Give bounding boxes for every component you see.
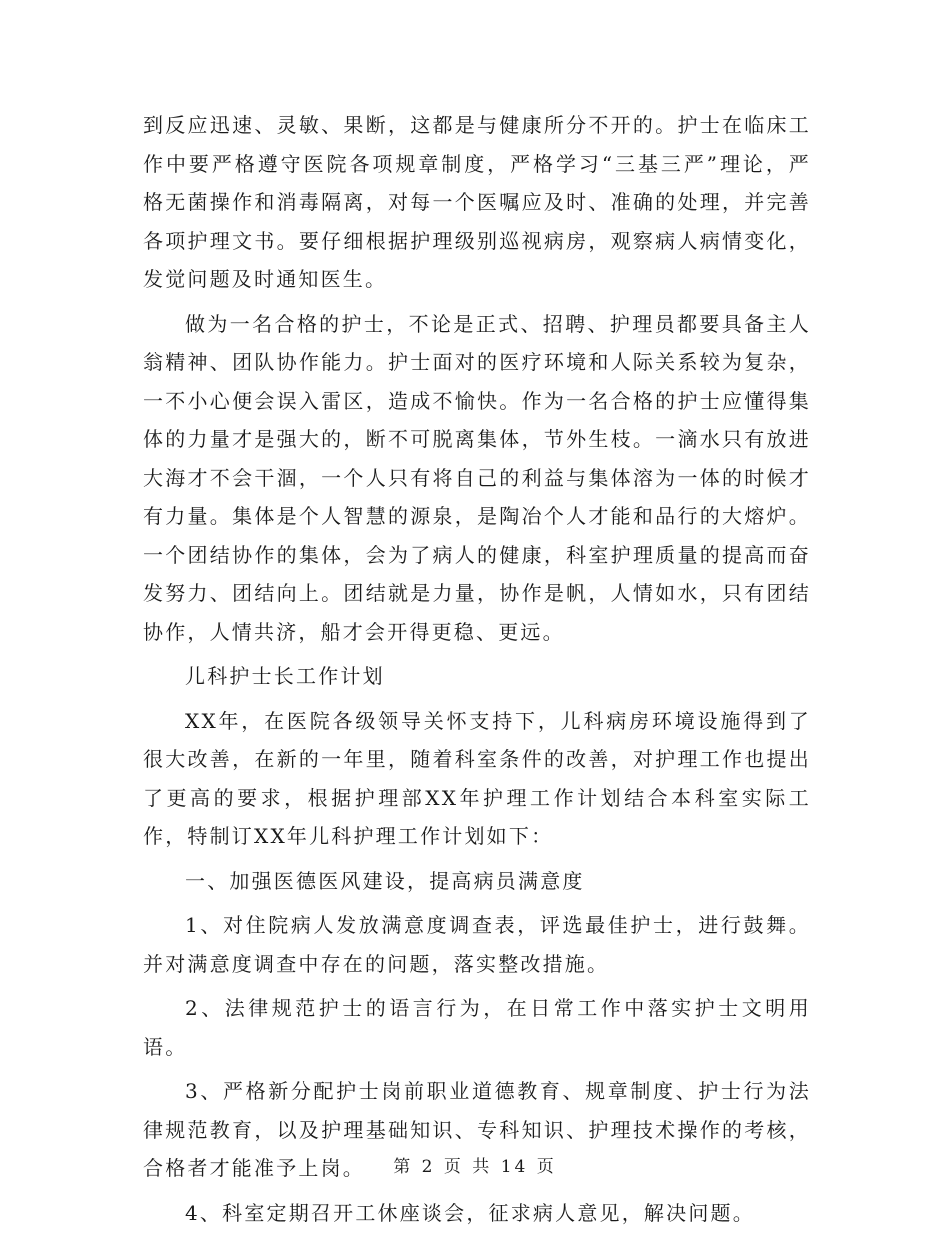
page-footer: 第 2 页 共 14 页 <box>393 1157 557 1177</box>
list-item-3: 3、严格新分配护士岗前职业道德教育、规章制度、护士行为法律规范教育，以及护理基础知识、专科知识、护理技术操作的考核，合格者才能准予上岗。 <box>143 1079 811 1180</box>
paragraph-1: 到反应迅速、灵敏、果断，这都是与健康所分不开的。护士在临床工作中要严格遵守医院各项规章制度，严格学习“三基三严”理论，严格无菌操作和消毒隔离，对每一个医嘱应及时、准确的处理，并完善各项护理文书。要仔细根据护理级别巡视病房，观察病人病情变化，发觉问题及时通知医生。 <box>143 113 811 291</box>
document-body <box>143 106 811 1238</box>
section-title: 儿科护士长工作计划 <box>185 664 385 688</box>
list-item-4: 4、科室定期召开工休座谈会，征求病人意见，解决问题。 <box>185 1200 755 1225</box>
list-item-2: 2、法律规范护士的语言行为，在日常工作中落实护士文明用语。 <box>143 996 811 1059</box>
paragraph-2: 做为一名合格的护士，不论是正式、招聘、护理员都要具备主人翁精神、团队协作能力。护士面对的医疗环境和人际关系较为复杂，一不小心便会误入雷区，造成不愉快。作为一名合格的护士应懂得集体的力量才是强大的，断不可脱离集体，节外生枝。一滴水只有放进大海才不会干涸，一个人只有将自己的利益与集体溶为一体的时候才有力量。集体是个人智慧的源泉，是陶冶个人才能和品行的大熔炉。一个团结协作的集体，会为了病人的健康，科室护理质量的提高而奋发努力、团结向上。团结就是力量，协作是帆，人情如水，只有团结协作，人情共济，船才会开得更稳、更远。 <box>143 311 811 644</box>
paragraph-intro: XX年，在医院各级领导关怀支持下，儿科病房环境设施得到了很大改善，在新的一年里，随着科室条件的改善，对护理工作也提出了更高的要求，根据护理部XX年护理工作计划结合本科室实际工作，特制订XX年儿科护理工作计划如下： <box>143 708 811 848</box>
list-item-1: 1、对住院病人发放满意度调查表，评选最佳护士，进行鼓舞。并对满意度调查中存在的问题，落实整改措施。 <box>143 913 811 976</box>
section-heading-1: 一、加强医德医风建设，提高病员满意度 <box>185 868 585 893</box>
